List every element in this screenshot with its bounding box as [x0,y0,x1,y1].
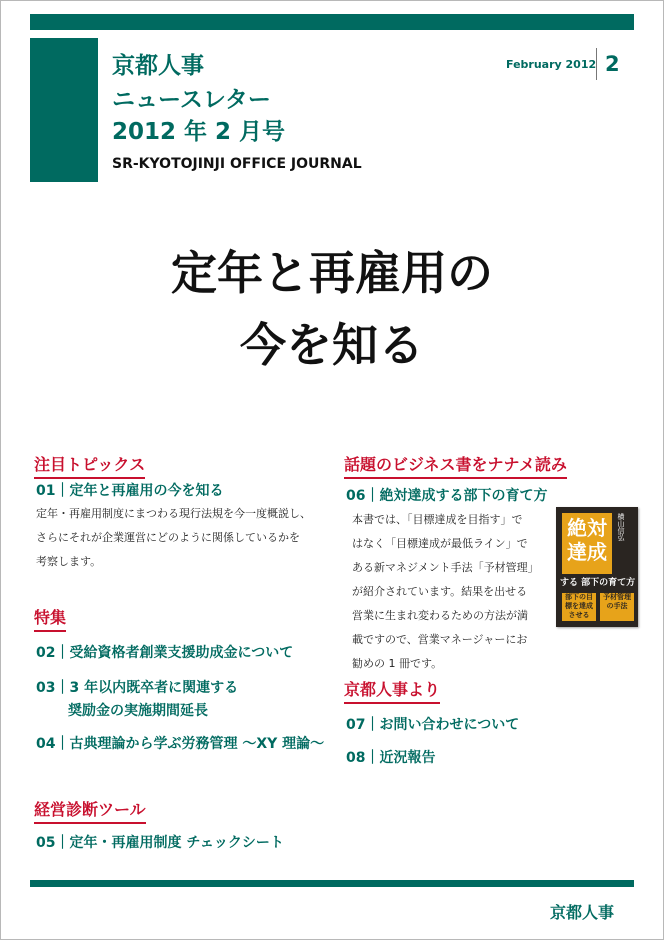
topics-desc-line: 考察します。 [36,555,102,568]
book-description [352,508,552,676]
topics-description [36,502,336,574]
journal-name: SR-KYOTOJINJI OFFICE JOURNAL [112,156,362,172]
newsletter-title-line1: 京都人事 [112,53,204,79]
book-desc-line: が紹介されています。結果を出せる [352,585,528,598]
book-desc-line: はなく「目標達成が最低ライン」で [352,537,528,550]
section-heading-topics: 注目トピックス [34,452,145,479]
main-title-line2: 今を知る [240,318,424,372]
issue-date: February 2012 [506,58,597,71]
book-cover-author: 横山信弘 [617,513,625,541]
book-cover-subtitle [560,575,635,588]
toc-item-02[interactable]: 02｜受給資格者創業支援助成金について [36,645,294,661]
book-desc-line: 載ですので、営業マネージャーにお [352,633,528,646]
toc-item-08[interactable]: 08｜近況報告 [346,750,436,766]
topics-desc-line: さらにそれが企業運営にどのように関係しているかを [36,531,300,544]
top-bar [30,14,634,30]
toc-item-07[interactable]: 07｜お問い合わせについて [346,717,520,733]
section-heading-books: 話題のビジネス書をナナメ読み [344,452,567,479]
section-heading-feature: 特集 [34,605,66,632]
newsletter-title-line2: ニュースレター [112,87,271,113]
topics-desc-line: 定年・再雇用制度にまつわる現行法規を今一度概説し、 [36,507,311,520]
toc-item-06[interactable]: 06｜絶対達成する部下の育て方 [346,488,548,504]
section-heading-office: 京都人事より [344,677,440,704]
newsletter-title-line3: 2012 年 2 月号 [112,119,286,145]
toc-item-05[interactable]: 05｜定年・再雇用制度 チェックシート [36,835,284,851]
header-divider [596,48,597,80]
book-desc-line: 勧めの 1 冊です。 [352,657,443,670]
main-title-line1: 定年と再雇用の [171,246,493,300]
toc-item-01[interactable]: 01｜定年と再雇用の今を知る [36,483,224,499]
book-cover-subtitle-text: 部下の育て方 [581,578,636,588]
toc-item-04[interactable]: 04｜古典理論から学ぶ労務管理 ～XY 理論～ [36,736,325,752]
section-heading-tools: 経営診断ツール [34,797,146,824]
book-desc-line: 本書では、「目標達成を目指す」で [352,513,523,526]
book-desc-line: ある新マネジメント手法「予材管理」 [352,561,539,574]
book-cover-image [556,507,638,627]
book-desc-line: 営業に生まれ変わるための方法が満 [352,609,528,622]
book-cover-title: 絶対達成 [562,513,612,574]
issue-number: 2 [605,52,620,76]
footer-office-name: 京都人事 [550,903,615,922]
book-cover-box-2: 予材管理の手法 [600,593,634,621]
book-cover-box-1: 部下の目標を達成させる [562,593,596,621]
book-cover-suffix: する [560,578,579,588]
toc-item-03[interactable]: 03｜3 年以内既卒者に関連する [36,680,239,696]
logo-block [30,38,98,182]
bottom-bar [30,880,634,887]
toc-item-03-cont[interactable]: 奨励金の実施期間延長 [68,703,208,719]
